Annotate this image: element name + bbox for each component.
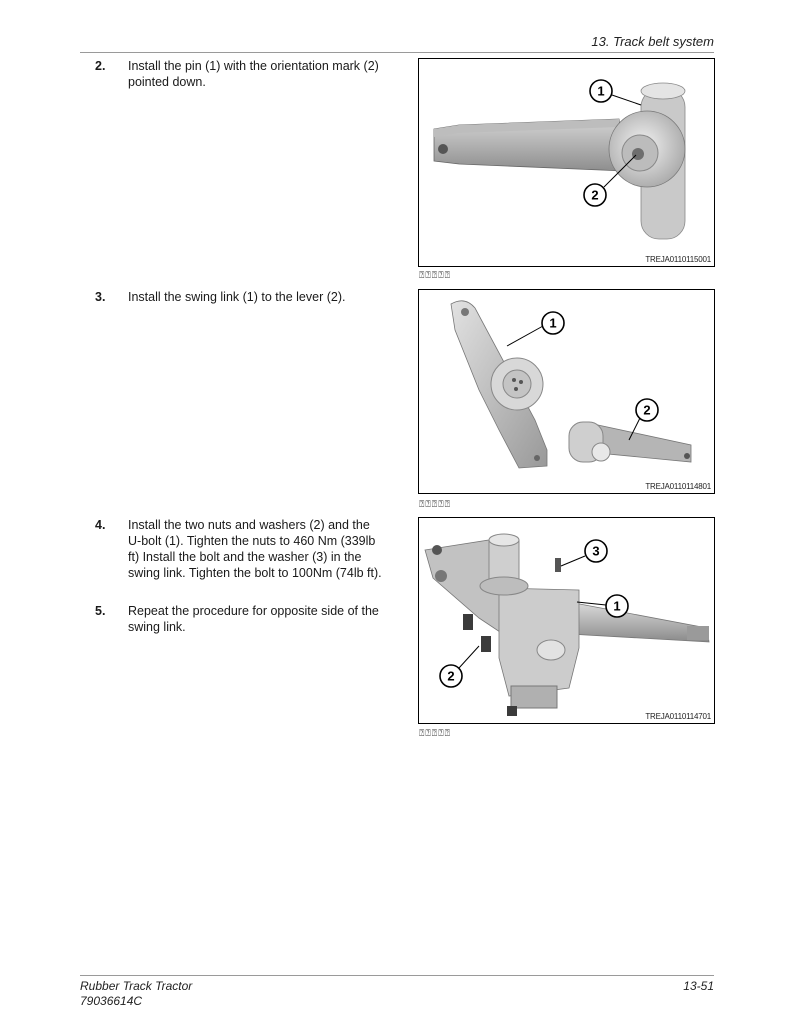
- figure-pin-install: [418, 58, 715, 267]
- svg-text:2: 2: [643, 402, 651, 418]
- step-number: 4.: [95, 518, 106, 532]
- footer-divider: [80, 975, 714, 976]
- swing-link-illustration: [419, 290, 714, 493]
- svg-text:1: 1: [597, 83, 605, 99]
- u-bolt-illustration: [419, 518, 714, 723]
- section-title: 13. Track belt system: [591, 34, 714, 49]
- svg-text:3: 3: [592, 543, 600, 559]
- callout-2: [440, 646, 479, 687]
- step-5: [95, 603, 385, 635]
- svg-text:2: 2: [591, 187, 599, 203]
- step-number: 5.: [95, 604, 106, 618]
- figure-caption: ⍰⍰⍰⍰⍰: [419, 728, 452, 738]
- step-2: [95, 58, 385, 90]
- step-3: [95, 289, 385, 305]
- callout-1: [507, 312, 564, 346]
- step-number: 2.: [95, 59, 106, 73]
- svg-text:2: 2: [447, 668, 455, 684]
- figure-code: TREJA0110114701: [645, 712, 711, 721]
- page-number: 13-51: [683, 979, 714, 993]
- step-text: Install the two nuts and washers (2) and the U-bolt (1). Tighten the nuts to 460 Nm (339lb ft) Install the bolt and the washer (3) in the swing link. Tighten the bolt to 100Nm (74lb ft).: [128, 518, 382, 580]
- figure-code: TREJA0110115001: [645, 255, 711, 264]
- figure-u-bolt: [418, 517, 715, 724]
- footer-product-info: [80, 979, 192, 1009]
- figure-code: TREJA0110114801: [645, 482, 711, 491]
- document-number: 79036614C: [80, 994, 143, 1008]
- figure-caption: ⍰⍰⍰⍰⍰: [419, 270, 452, 280]
- header-divider: [80, 52, 714, 53]
- figure-swing-link: [418, 289, 715, 494]
- figure-caption: ⍰⍰⍰⍰⍰: [419, 499, 452, 509]
- step-text: Repeat the procedure for opposite side of the swing link.: [128, 604, 379, 634]
- step-text: Install the pin (1) with the orientation mark (2) pointed down.: [128, 59, 379, 89]
- step-text: Install the swing link (1) to the lever (2).: [128, 290, 346, 304]
- product-name: Rubber Track Tractor: [80, 979, 193, 993]
- svg-text:1: 1: [613, 598, 621, 614]
- pin-illustration: [419, 59, 714, 266]
- svg-text:1: 1: [549, 315, 557, 331]
- callout-3: [561, 540, 607, 566]
- callout-1: [590, 80, 641, 105]
- step-number: 3.: [95, 290, 106, 304]
- step-4: [95, 517, 385, 581]
